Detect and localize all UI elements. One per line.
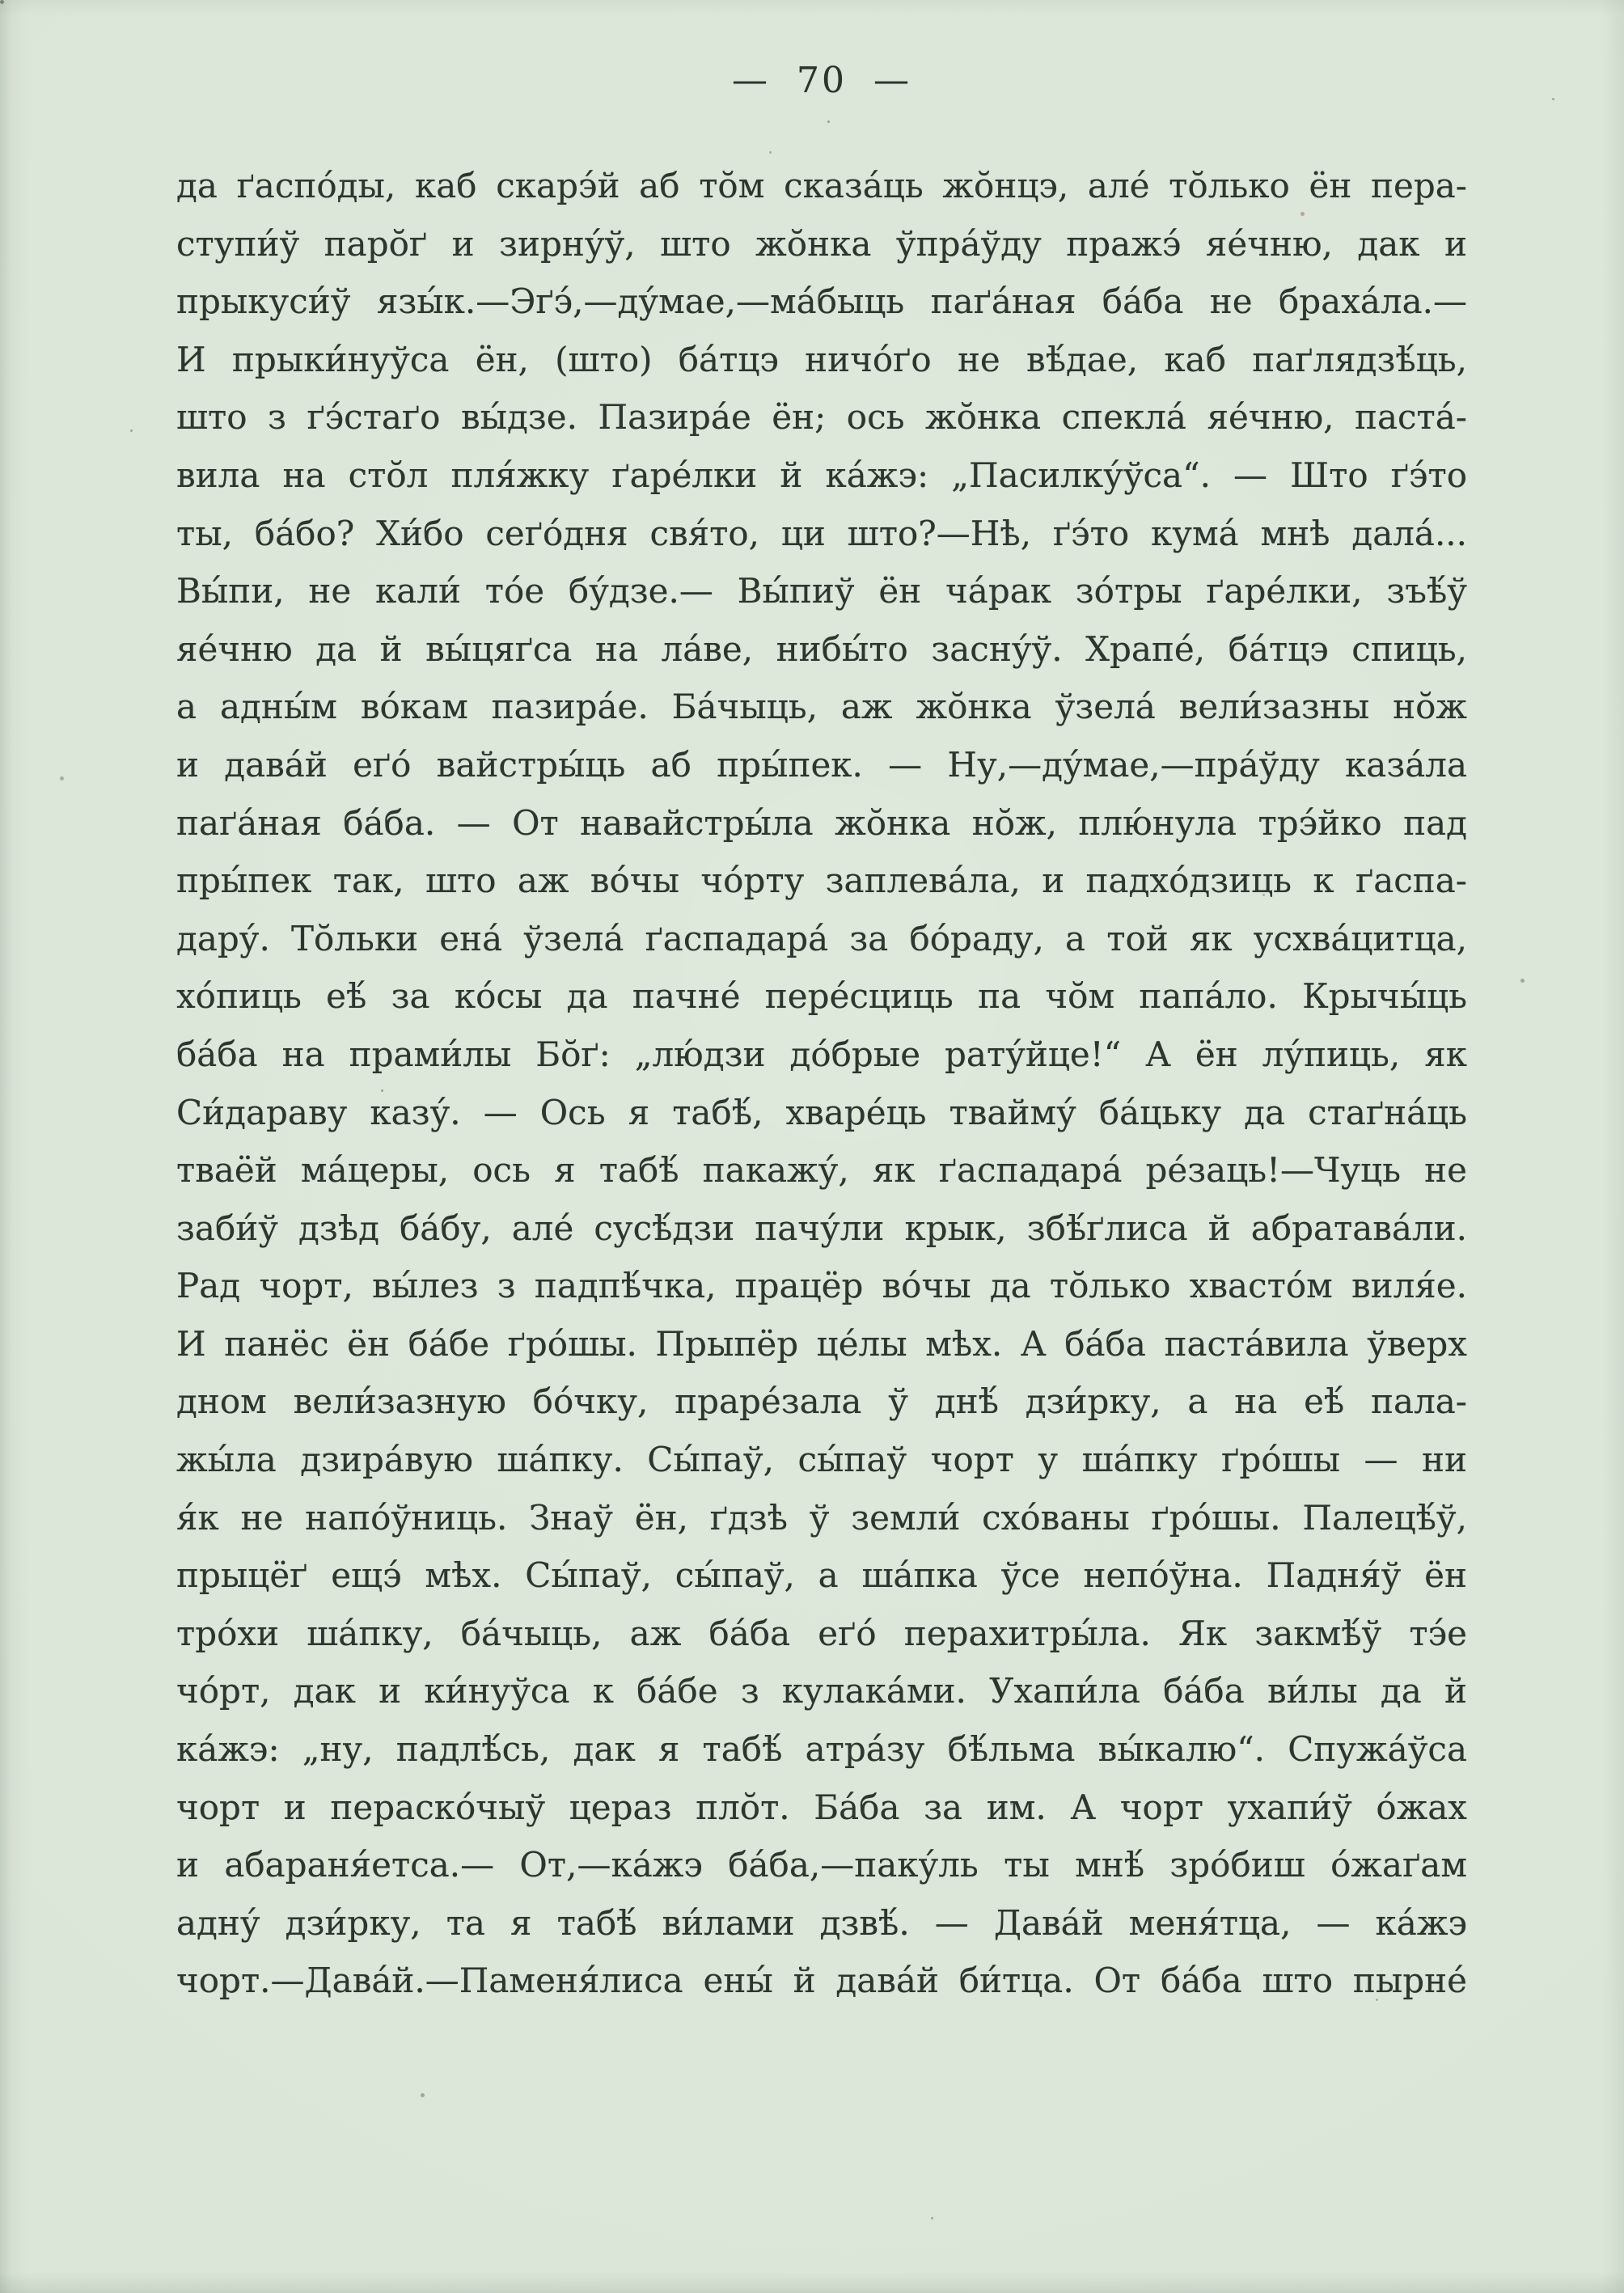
text-line: тро́хи ша́пку, ба́чыць, аж ба́ба еґо́ перахитры́ла. Як закмѣ́ў тэ́е bbox=[176, 1613, 1467, 1653]
text-line: а адны́м во́кам пазира́е. Ба́чыць, аж жо̆нка ўзела́ вели́зазны но̆ж bbox=[176, 687, 1467, 727]
text-line: паґа́ная ба́ба. — От навайстры́ла жо̆нка но̆ж, плю́нула трэ́йко пад bbox=[176, 802, 1467, 843]
text-line: чо́рт, дак и ки́нуўса к ба́бе з кулака́ми. Ухапи́ла ба́ба ви́лы да й bbox=[176, 1671, 1467, 1711]
text-line: Рад чорт, вы́лез з падпѣ́чка, працёр во́чы да то̆лько хвасто́м виля́е. bbox=[176, 1266, 1467, 1306]
text-line: я́к не напо́ўниць. Знаў ён, ґдзѣ ў земли́ схо́ваны ґро́шы. Палецѣ́ў, bbox=[176, 1497, 1467, 1538]
text-line: И панёс ён ба́бе ґро́шы. Прыпёр це́лы мѣх. А ба́ба паста́вила ўверх bbox=[176, 1323, 1467, 1364]
text-line: адну́ дзи́рку, та я табѣ́ ви́лами дзвѣ́. — Дава́й меня́тца, — ка́жэ bbox=[176, 1902, 1467, 1943]
text-line: да ґаспо́ды, каб скарэ́й аб то̆м сказа́ць жо̆нцэ, але́ то̆лько ён пера- bbox=[176, 166, 1467, 205]
text-line: яе́чню да й вы́цяґса на ла́ве, нибы́то засну́ў. Храпе́, ба́тцэ спиць, bbox=[176, 628, 1467, 669]
text-line: пры́пек так, што аж во́чы чо́рту заплева́ла, и падхо́дзиць к ґаспа- bbox=[176, 861, 1467, 901]
text-line: дном вели́зазную бо́чку, праре́зала ў днѣ́ дзи́рку, а на еѣ́ пала- bbox=[176, 1381, 1467, 1422]
page-number-header: — 70 — bbox=[732, 60, 911, 101]
text-line: жы́ла дзира́вую ша́пку. Сы́паў, сы́паў чорт у ша́пку ґро́шы — ни bbox=[176, 1440, 1467, 1480]
text-line: и абараня́етса.— От,—ка́жэ ба́ба,—паку́ль ты мнѣ́ зро́биш о́жаґам bbox=[176, 1845, 1467, 1885]
text-line: дару́. То̆льки ена́ ўзела́ ґаспадара́ за бо́раду, а той як усхва́цитца, bbox=[176, 918, 1467, 958]
text-line: Си́дараву казу́. — Ось я табѣ́, хваре́ць твайму́ ба́цьку да стаґна́ць bbox=[176, 1092, 1467, 1132]
text-line: ба́ба на прами́лы Бо̆ґ: „лю́дзи до́брые рату́йце!“ А ён лу́пиць, як bbox=[176, 1034, 1467, 1074]
text-line: чорт и пераско́чыў цераз пло̆т. Ба́ба за им. А чорт ухапи́ў о́жах bbox=[176, 1787, 1467, 1827]
text-line: и дава́й еґо́ вайстры́ць аб пры́пек. — Ну,—ду́мае,—пра́ўду каза́ла bbox=[176, 744, 1467, 785]
text-line: тваёй ма́церы, ось я табѣ́ пакажу́, як ґаспадара́ ре́заць!—Чуць не bbox=[176, 1150, 1467, 1191]
text-line: ка́жэ: „ну, падлѣ́сь, дак я табѣ́ атра́зу бѣ́льма вы́калю“. Спужа́ўса bbox=[176, 1729, 1467, 1770]
text-line: заби́ў дзѣд ба́бу, але́ сусѣ́дзи пачу́ли крык, збѣ́ґлиса й абратава́ли. bbox=[176, 1208, 1467, 1248]
text-line: хо́пиць еѣ́ за ко́сы да пачне́ пере́сциць па чо̆м папа́ло. Крычы́ць bbox=[176, 976, 1467, 1017]
text-line: Вы́пи, не кали́ то́е бу́дзе.— Вы́пиў ён ча́рак зо́тры ґаре́лки, зъѣ́ў bbox=[176, 571, 1467, 611]
text-line: чорт.—Дава́й.—Паменя́лиса ены́ й дава́й би́тца. От ба́ба што пырне́ bbox=[176, 1961, 1467, 2001]
text-line: И прыки́нуўса ён, (што) ба́тцэ ничо́ґо не вѣ́дае, каб паґлядзѣ́ць, bbox=[176, 339, 1467, 379]
text-line: прыкуси́ў язы́к.—Эґэ́,—ду́мае,—ма́быць паґа́ная ба́ба не браха́ла.— bbox=[176, 281, 1467, 322]
text-line: вила на сто̆л пля́жку ґаре́лки й ка́жэ: „Пасилку́ўса“. — Што ґэ́то bbox=[176, 455, 1467, 495]
text-line: ты, ба́бо? Хи́бо сеґо́дня свя́то, ци што?—Нѣ, ґэ́то кума́ мнѣ дала́... bbox=[176, 513, 1467, 553]
page-text bbox=[176, 157, 1467, 2010]
text-line: прыцёґ ещэ́ мѣх. Сы́паў, сы́паў, а ша́пка ўсе непо́ўна. Падня́ў ён bbox=[176, 1555, 1467, 1596]
text-line: што з ґэ́стаґо вы́дзе. Пазира́е ён; ось жо̆нка спекла́ яе́чню, паста́- bbox=[176, 397, 1467, 438]
text-line: ступи́ў паро̆ґ и зирну́ў, што жо̆нка ўпра́ўду пражэ́ яе́чню, дак и bbox=[176, 223, 1467, 264]
